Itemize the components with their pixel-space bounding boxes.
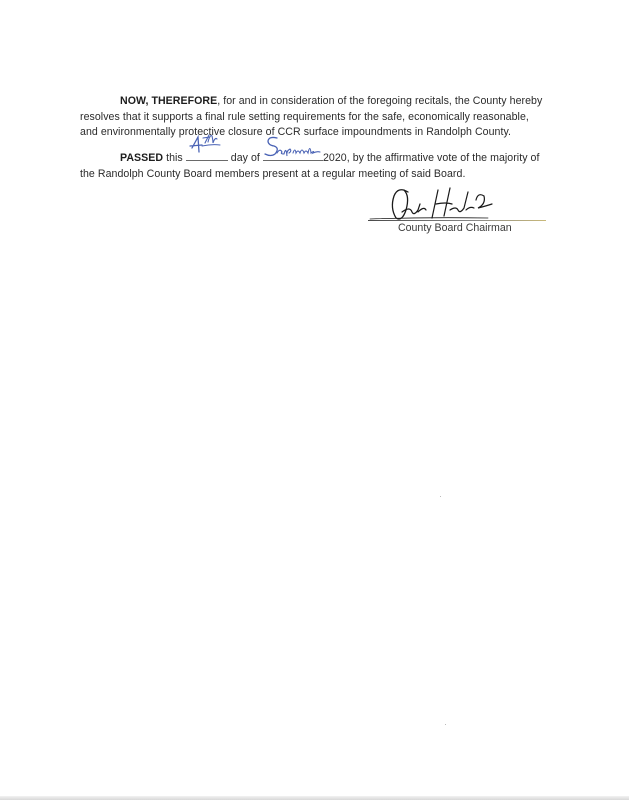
day-blank — [186, 148, 228, 161]
day-of-text: day of — [230, 152, 260, 164]
scan-speck — [440, 496, 441, 497]
passed-line-1 — [80, 148, 550, 167]
now-therefore-heading: NOW, THEREFORE — [120, 95, 218, 107]
scan-speck — [445, 724, 446, 725]
scan-bottom-edge — [0, 796, 629, 800]
this-word: this — [166, 152, 183, 164]
year-and-vote-text: 2020, by the affirmative vote of the majority of — [322, 152, 540, 164]
signature-caption: County Board Chairman — [398, 222, 512, 234]
resolution-paragraph-passed — [80, 148, 550, 182]
month-handwriting — [263, 132, 323, 162]
passed-heading: PASSED — [120, 152, 164, 164]
therefore-line-2: resolves that it supports a final rule setting requirements for the safe, economically reasonable, — [80, 110, 529, 123]
day-handwriting — [186, 132, 228, 162]
month-blank — [263, 148, 323, 161]
passed-line-2: the Randolph County Board members present at a regular meeting of said Board. — [80, 167, 466, 180]
therefore-line-3: and environmentally protective closure of CCR surface impoundments in Randolph County. — [80, 126, 512, 138]
therefore-line-1 — [80, 94, 550, 110]
signature-block — [368, 182, 548, 238]
signature-line — [368, 220, 546, 221]
therefore-line-1-text: , for and in consideration of the foregoing recitals, the County hereby — [217, 95, 543, 107]
